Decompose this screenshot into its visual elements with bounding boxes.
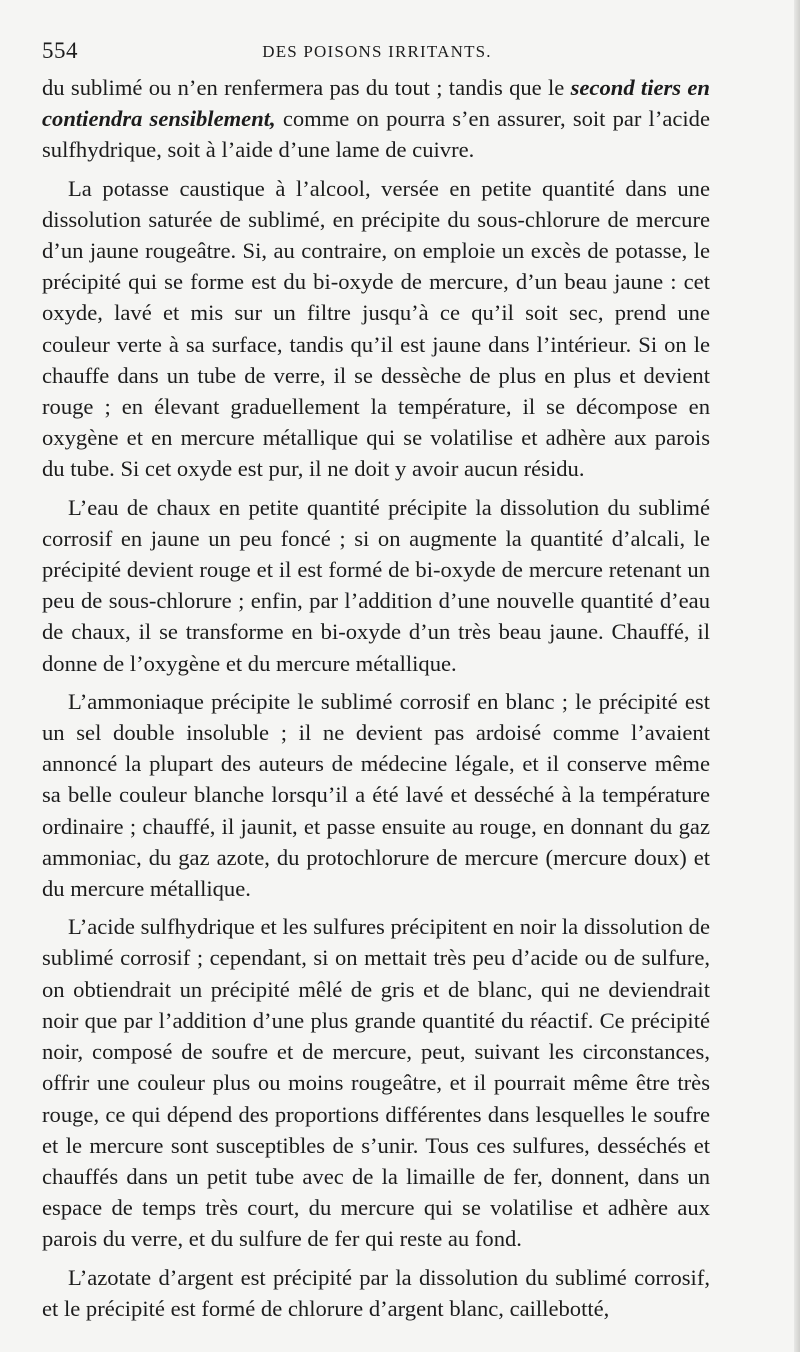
paragraph-1 [42, 72, 710, 166]
paragraph-1-part-3: comme on pourra s’en assurer, soit par l’acide sulfhydrique, soit à l’aide d’une lame de cuivre. [42, 106, 710, 163]
paragraph-eau-de-chaux: L’eau de chaux en petite quantité précipite la dissolution du sublimé corrosif en jaune un peu foncé ; si on augmente la quantité d’alcali, le précipité devient rouge et il est formé de bi-oxyde de mercure retenant un peu de sous-chlorure ; enfin, par l’addition d’une nouvelle quantité d’eau de chaux, il se transforme en bi-oxyde d’un très beau jaune. Chauffé, il donne de l’oxygène et du mercure métallique. [42, 494, 710, 676]
paragraph-ammoniaque: L’ammoniaque précipite le sublimé corrosif en blanc ; le précipité est un sel double insoluble ; il ne devient pas ardoisé comme l’avaient annoncé la plupart des auteurs de médecine légale, et il conserve même sa belle couleur blanche lorsqu’il a été lavé et desséché à la température ordinaire ; chauffé, il jaunit, et passe ensuite au rouge, en donnant du gaz ammoniac, du gaz azote, du protochlorure de mercure (mercure doux) et du mercure métallique. [42, 688, 710, 902]
paragraph-acide-sulfhydrique: L’acide sulfhydrique et les sulfures précipitent en noir la dissolution de sublimé corrosif ; cependant, si on mettait très peu d’acide ou de sulfure, on obtiendrait un précipité mêlé de gris et de blanc, qui ne deviendrait noir que par l’addition d’une plus grande quantité du réactif. Ce précipité noir, composé de soufre et de mercure, peut, suivant les circonstances, offrir une couleur plus ou moins rougeâtre, et il pourrait même être très rouge, ce qui dépend des proportions différentes dans lesquelles le soufre et le mercure sont susceptibles de s’unir. Tous ces sulfures, desséchés et chauffés dans un petit tube avec de la limaille de fer, donnent, dans un espace de temps très court, du mercure qui se volatilise et adhère aux parois du verre, et du sulfure de fer qui reste au fond. [42, 914, 710, 1252]
running-title: DES POISONS IRRITANTS. [262, 42, 492, 61]
page-number: 554 [42, 38, 78, 63]
paragraph-azotate-argent: L’azotate d’argent est précipité par la dissolution du sublimé corrosif, et le précipité est formé de chlorure d’argent blanc, caillebotté, [42, 1264, 710, 1321]
paragraph-potasse: La potasse caustique à l’alcool, versée en petite quantité dans une dissolution saturée de sublimé, en précipite du sous-chlorure de mercure d’un jaune rougeâtre. Si, au contraire, on emploie un excès de potasse, le précipité qui se forme est du bi-oxyde de mercure, d’un beau jaune : cet oxyde, lavé et mis sur un filtre jusqu’à ce qu’il soit sec, prend une couleur verte à sa surface, tandis qu’il est jaune dans l’intérieur. Si on le chauffe dans un tube de verre, il se dessèche de plus en plus et devient rouge ; en élevant graduellement la température, il se décompose en oxygène et en mercure métallique qui se volatilise et adhère aux parois du tube. Si cet oxyde est pur, il ne doit y avoir aucun résidu. [42, 175, 710, 482]
paragraph-1-italic-phrase: second tiers en contiendra sensiblement, [42, 75, 710, 132]
body-text [42, 72, 710, 1324]
running-head [42, 38, 712, 68]
paragraph-1-part-1: du sublimé ou n’en renfermera pas du tout ; tandis que le [42, 75, 571, 100]
